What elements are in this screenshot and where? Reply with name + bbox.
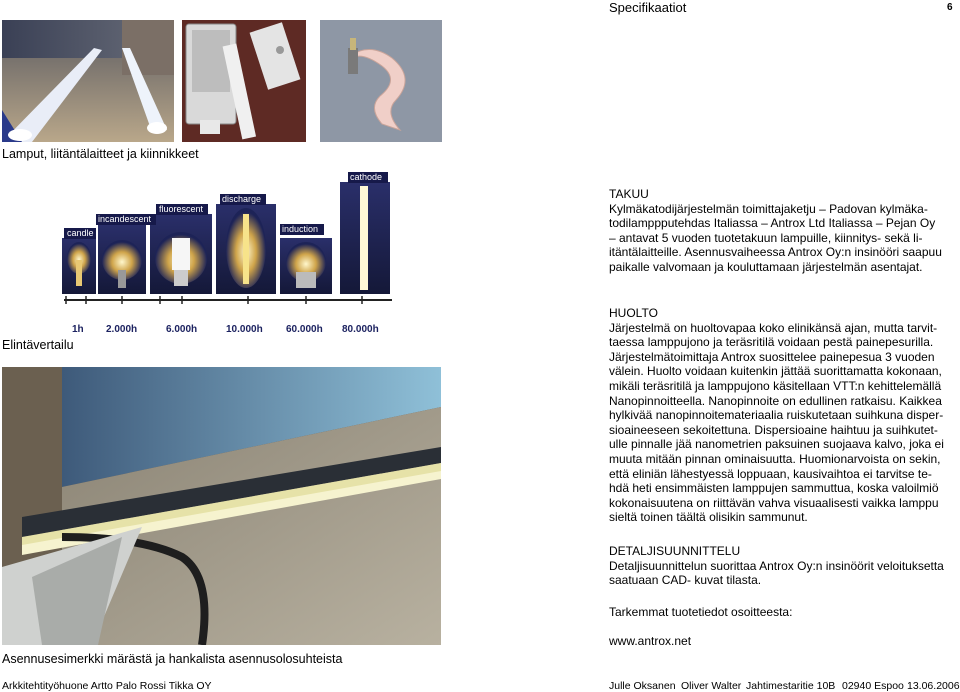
huolto-heading: HUOLTO <box>609 306 658 320</box>
photo-installation <box>2 367 441 645</box>
tick-60000h: 60.000h <box>286 324 323 335</box>
lifetime-chart <box>62 172 392 340</box>
tick-10000h: 10.000h <box>226 324 263 335</box>
section-takuu <box>609 187 957 275</box>
huolto-line: taessa lamppujono ja teräsritilä voidaan pestä painepesurilla. <box>609 335 934 350</box>
huolto-line: Järjestelmä on huoltovapaa koko elinikänsä ajan, mutta tarvit- <box>609 320 938 335</box>
huolto-line: sieltä toinen täältä olisikin sammunut. <box>609 510 808 525</box>
huolto-line: sioaineeseen sekoitettuna. Dispersioaine haihtuu ja suihkutet- <box>609 422 938 437</box>
more-info-link[interactable]: www.antrox.net <box>609 634 692 648</box>
huolto-line: kokonaisuutena on riittävän vahva visuaalisesti vaikka lamppu <box>609 495 939 510</box>
takuu-line: – antavat 5 vuoden tuotetakuun lampuille, kiinnitys- sekä li- <box>609 230 923 245</box>
takuu-line: todilamppputehdas Italiassa – Antrox Ltd Italiassa – Pejan Oy <box>609 216 936 231</box>
huolto-line: välein. Huolto voidaan kuitenkin jättää suorittamatta kokonaan, <box>609 364 942 379</box>
huolto-line: muuta mitään pinnan ominaisuutta. Huomionarvoista on sekin, <box>609 451 941 466</box>
huolto-line: Nanopinnoitteella. Nanopinnoite on edullinen ratkaisu. Kaikkea <box>609 393 942 408</box>
tick-1h: 1h <box>72 324 84 335</box>
footer-address: Jahtimestaritie 10B <box>746 680 836 692</box>
huolto-line: mikäli teräsritilä ja lamppujono käsitellaan VTT:n kehittelemällä <box>609 378 942 393</box>
tick-80000h: 80.000h <box>342 324 379 335</box>
page-header-title: Specifikaatiot <box>609 0 687 15</box>
takuu-line: Kylmäkatodijärjestelmän toimittajaketju – Padovan kylmäka- <box>609 201 928 216</box>
takuu-heading: TAKUU <box>609 187 649 201</box>
photo-clip <box>320 20 442 142</box>
lamp-panel-discharge <box>216 204 276 294</box>
lamp-label-candle: candle <box>67 228 94 238</box>
footer-name-2: Oliver Walter <box>681 680 742 692</box>
huolto-line: hylkivää nanopinnoitemateriaalia ruiskutetaan suihkuna disper- <box>609 408 944 423</box>
takuu-line: itäntälaitteille. Asennusvaiheessa Antrox Oy:n insinööri saapuu <box>609 245 942 260</box>
detalji-line: Detaljisuunnittelun suorittaa Antrox Oy:n insinöörit veloituksetta <box>609 558 944 573</box>
photo-lamps <box>2 20 174 142</box>
lifetime-chart-svg <box>62 172 392 340</box>
tick-6000h: 6.000h <box>166 324 198 335</box>
tick-2000h: 2.000h <box>106 324 138 335</box>
section-huolto <box>609 306 957 525</box>
huolto-line: hdä heti ensimmäisten lamppujen sammuttua, koska valoilmiö <box>609 481 939 496</box>
lamp-label-induction: induction <box>282 224 319 234</box>
lamp-panel-induction <box>280 238 332 294</box>
section-detaljisuunnittelu <box>609 544 957 588</box>
detalji-line: saatuaan CAD- kuvat tilasta. <box>609 573 762 588</box>
huolto-line: että eliniän lähestyessä loppuaan, kausivaihtoa ei tarvitse te- <box>609 466 932 481</box>
footer-date: 13.06.2006 <box>907 680 960 692</box>
lamp-label-cathode: cathode <box>350 172 383 182</box>
lamp-label-discharge: discharge <box>222 194 262 204</box>
lamp-label-incandescent: incandescent <box>98 214 152 224</box>
installation-caption: Asennusesimerkki märästä ja hankalista asennusolosuhteista <box>2 652 343 666</box>
lamp-panel-candle <box>62 238 96 294</box>
lamp-panel-incandescent <box>98 224 146 294</box>
detalji-heading: DETALJISUUNNITTELU <box>609 544 741 558</box>
huolto-line: ulle pinnalle jää nanometrien paksuinen suojaava kalvo, joka ei <box>609 437 944 452</box>
lamp-label-fluorescent: fluorescent <box>159 204 204 214</box>
page-number: 6 <box>947 2 953 13</box>
lamp-panel-cathode <box>340 182 390 294</box>
takuu-line: paikalle valvomaan ja kouluttamaan järjestelmän asentajat. <box>609 259 923 274</box>
footer-name-1: Julle Oksanen <box>609 680 676 692</box>
footer-company: Arkkitehtityöhuone Artto Palo Rossi Tikka OY <box>2 680 212 692</box>
chart-label: Elintävertailu <box>2 338 74 352</box>
more-info-text: Tarkemmat tuotetiedot osoitteesta: <box>609 605 793 619</box>
huolto-line: Järjestelmätoimittaja Antrox suosittelee painepesua 3 vuoden <box>609 349 935 364</box>
lamp-panel-fluorescent <box>150 214 212 294</box>
footer-city: 02940 Espoo <box>842 680 904 692</box>
photo-ballasts <box>182 20 306 142</box>
photos-caption: Lamput, liitäntälaitteet ja kiinnikkeet <box>2 147 199 161</box>
